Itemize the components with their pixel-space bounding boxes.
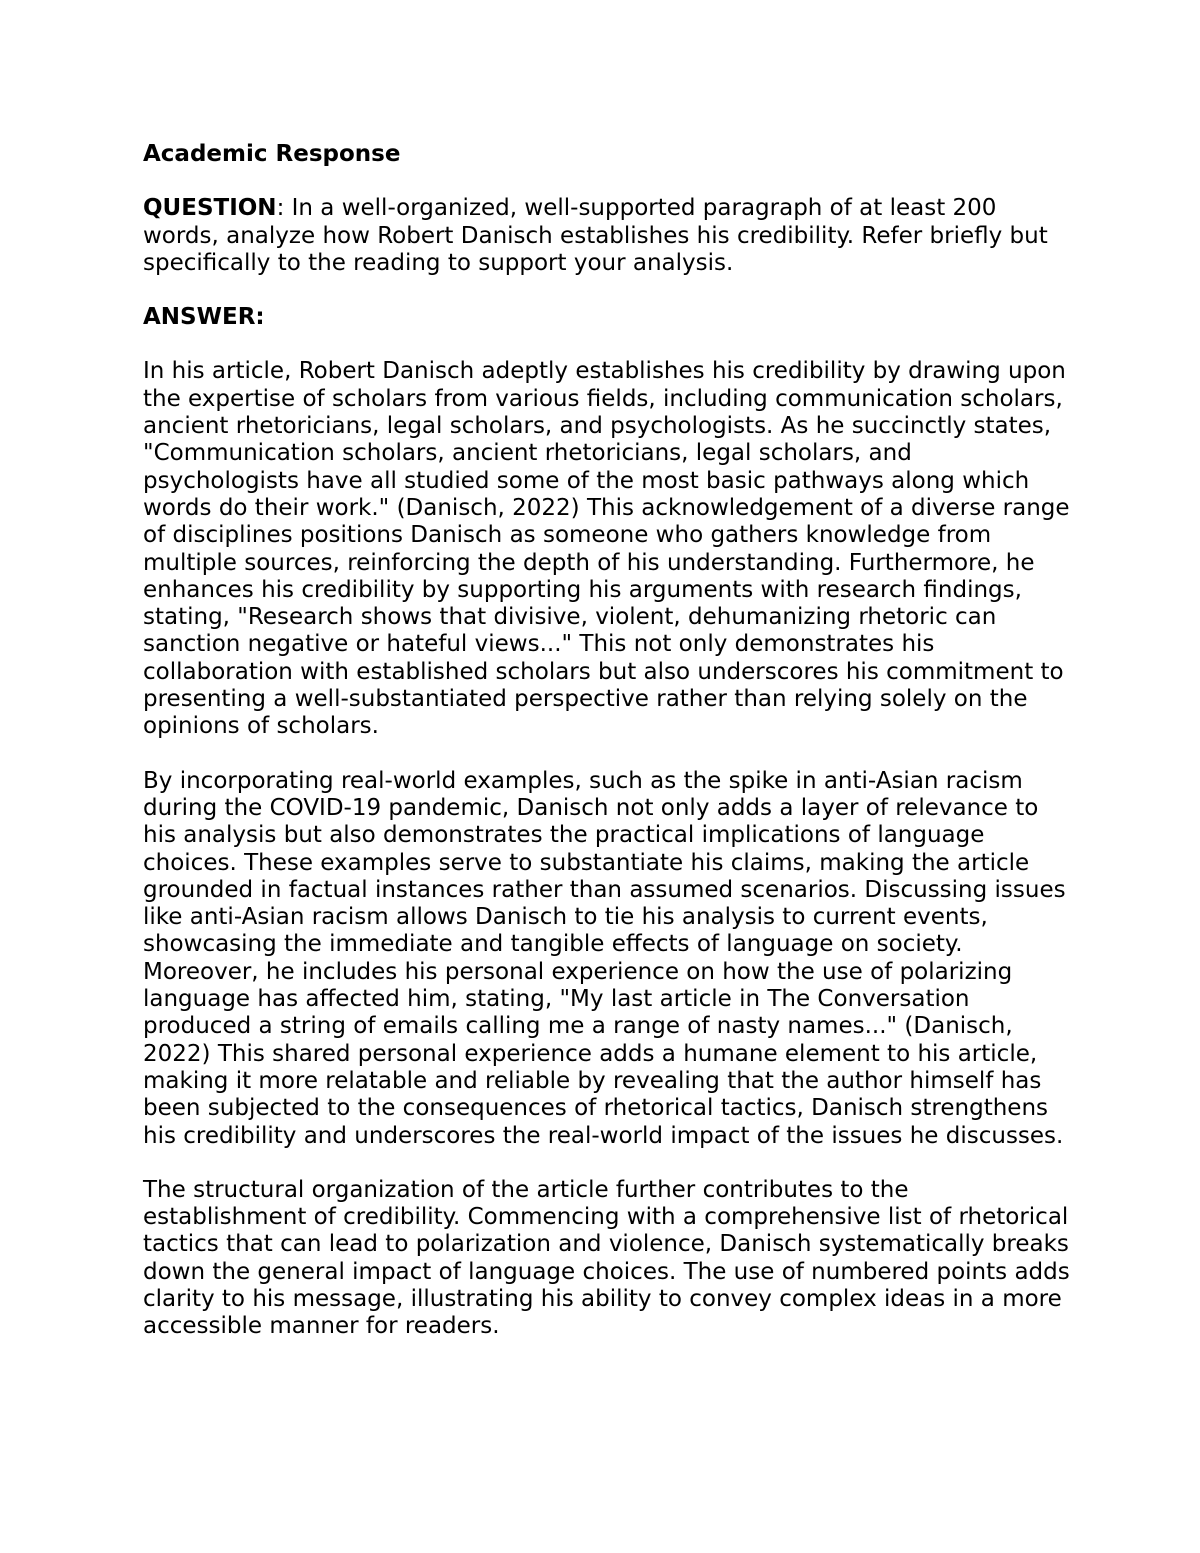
answer-paragraph: In his article, Robert Danisch adeptly establishes his credibility by drawing upon the expertise of scholars from various fields, including communication scholars, ancient rhetoricians, legal scholars, and psychologists. As he succinctly states, "Communication scholars, ancient rhetoricians, legal scholars, and psychologists have all studied some of the most basic pathways along which words do their work." (Danisch, 2022) This acknowledgement of a diverse range of disciplines positions Danisch as someone who gathers knowledge from multiple sources, reinforcing the depth of his understanding. Furthermore, he enhances his credibility by supporting his arguments with research findings, stating, "Research shows that divisive, violent, dehumanizing rhetoric can sanction negative or hateful views..." This not only demonstrates his collaboration with established scholars but also underscores his commitment to presenting a well-substantiated perspective rather than relying solely on the opinions of scholars.	[143, 358, 1070, 740]
answer-paragraph: By incorporating real-world examples, such as the spike in anti-Asian racism during the COVID-19 pandemic, Danisch not only adds a layer of relevance to his analysis but also demonstrates the practical implications of language choices. These examples serve to substantiate his claims, making the article grounded in factual instances rather than assumed scenarios. Discussing issues like anti-Asian racism allows Danisch to tie his analysis to current events, showcasing the immediate and tangible effects of language on society. Moreover, he includes his personal experience on how the use of polarizing language has affected him, stating, "My last article in The Conversation produced a string of emails calling me a range of nasty names..." (Danisch, 2022) This shared personal experience adds a humane element to his article, making it more relatable and reliable by revealing that the author himself has been subjected to the consequences of rhetorical tactics, Danisch strengthens his credibility and underscores the real-world impact of the issues he discusses.	[143, 767, 1066, 1149]
document-title: Academic Response	[143, 141, 401, 167]
question-block	[143, 195, 1073, 277]
answer-paragraph: The structural organization of the article further contributes to the establishment of credibility. Commencing with a comprehensive list of rhetorical tactics that can lead to polarization and violence, Danisch systematically breaks down the general impact of language choices. The use of numbered points adds clarity to his message, illustrating his ability to convey complex ideas in a more accessible manner for readers.	[143, 1176, 1070, 1340]
answer-label: ANSWER:	[143, 304, 265, 331]
document-body	[143, 141, 1073, 1368]
question-label: QUESTION	[143, 195, 277, 222]
question-text: : In a well-organized, well-supported paragraph of at least 200 words, analyze how Robert Danisch establishes his credibility. Refer briefly but specifically to the reading to support your analysis.	[143, 195, 1048, 276]
